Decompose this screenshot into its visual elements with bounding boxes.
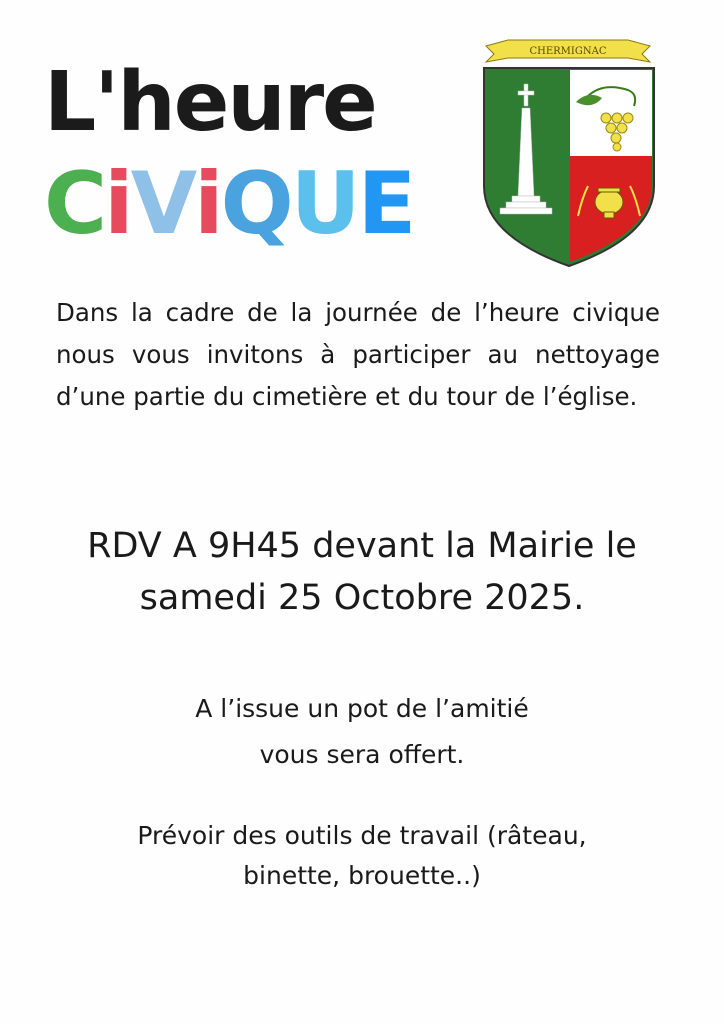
logo-letter: V: [130, 154, 195, 254]
tools-line1: Prévoir des outils de travail (râteau,: [137, 821, 587, 850]
crest-banner-text: CHERMIGNAC: [529, 46, 607, 57]
intro-paragraph: Dans la cadre de la journée de l’heure civique nous vous invitons à participer au nettoyage d’une partie du cimetière et du tour de l’église.: [56, 298, 660, 411]
rendezvous-block: [40, 520, 684, 624]
pot-line2: vous sera offert.: [259, 740, 465, 769]
rdv-line2: samedi 25 Octobre 2025.: [139, 578, 585, 618]
logo-letter: i: [104, 154, 131, 254]
logo-letter: i: [194, 154, 221, 254]
logo-title-line2: [44, 154, 414, 254]
rdv-line1: RDV A 9H45 devant la Mairie le: [87, 526, 637, 566]
logo-letter: U: [290, 154, 358, 254]
logo-letter: Q: [220, 154, 291, 254]
pot-block: [100, 686, 624, 778]
tools-block: [60, 816, 664, 896]
logo-title-line1: L'heure: [44, 55, 376, 150]
pot-line1: A l’issue un pot de l’amitié: [195, 694, 529, 723]
heure-civique-logo: [44, 55, 444, 262]
logo-letter: C: [44, 154, 105, 254]
logo-letter: E: [357, 154, 414, 254]
chermignac-coat-of-arms: [478, 36, 658, 272]
tools-line2: binette, brouette..): [243, 861, 481, 890]
